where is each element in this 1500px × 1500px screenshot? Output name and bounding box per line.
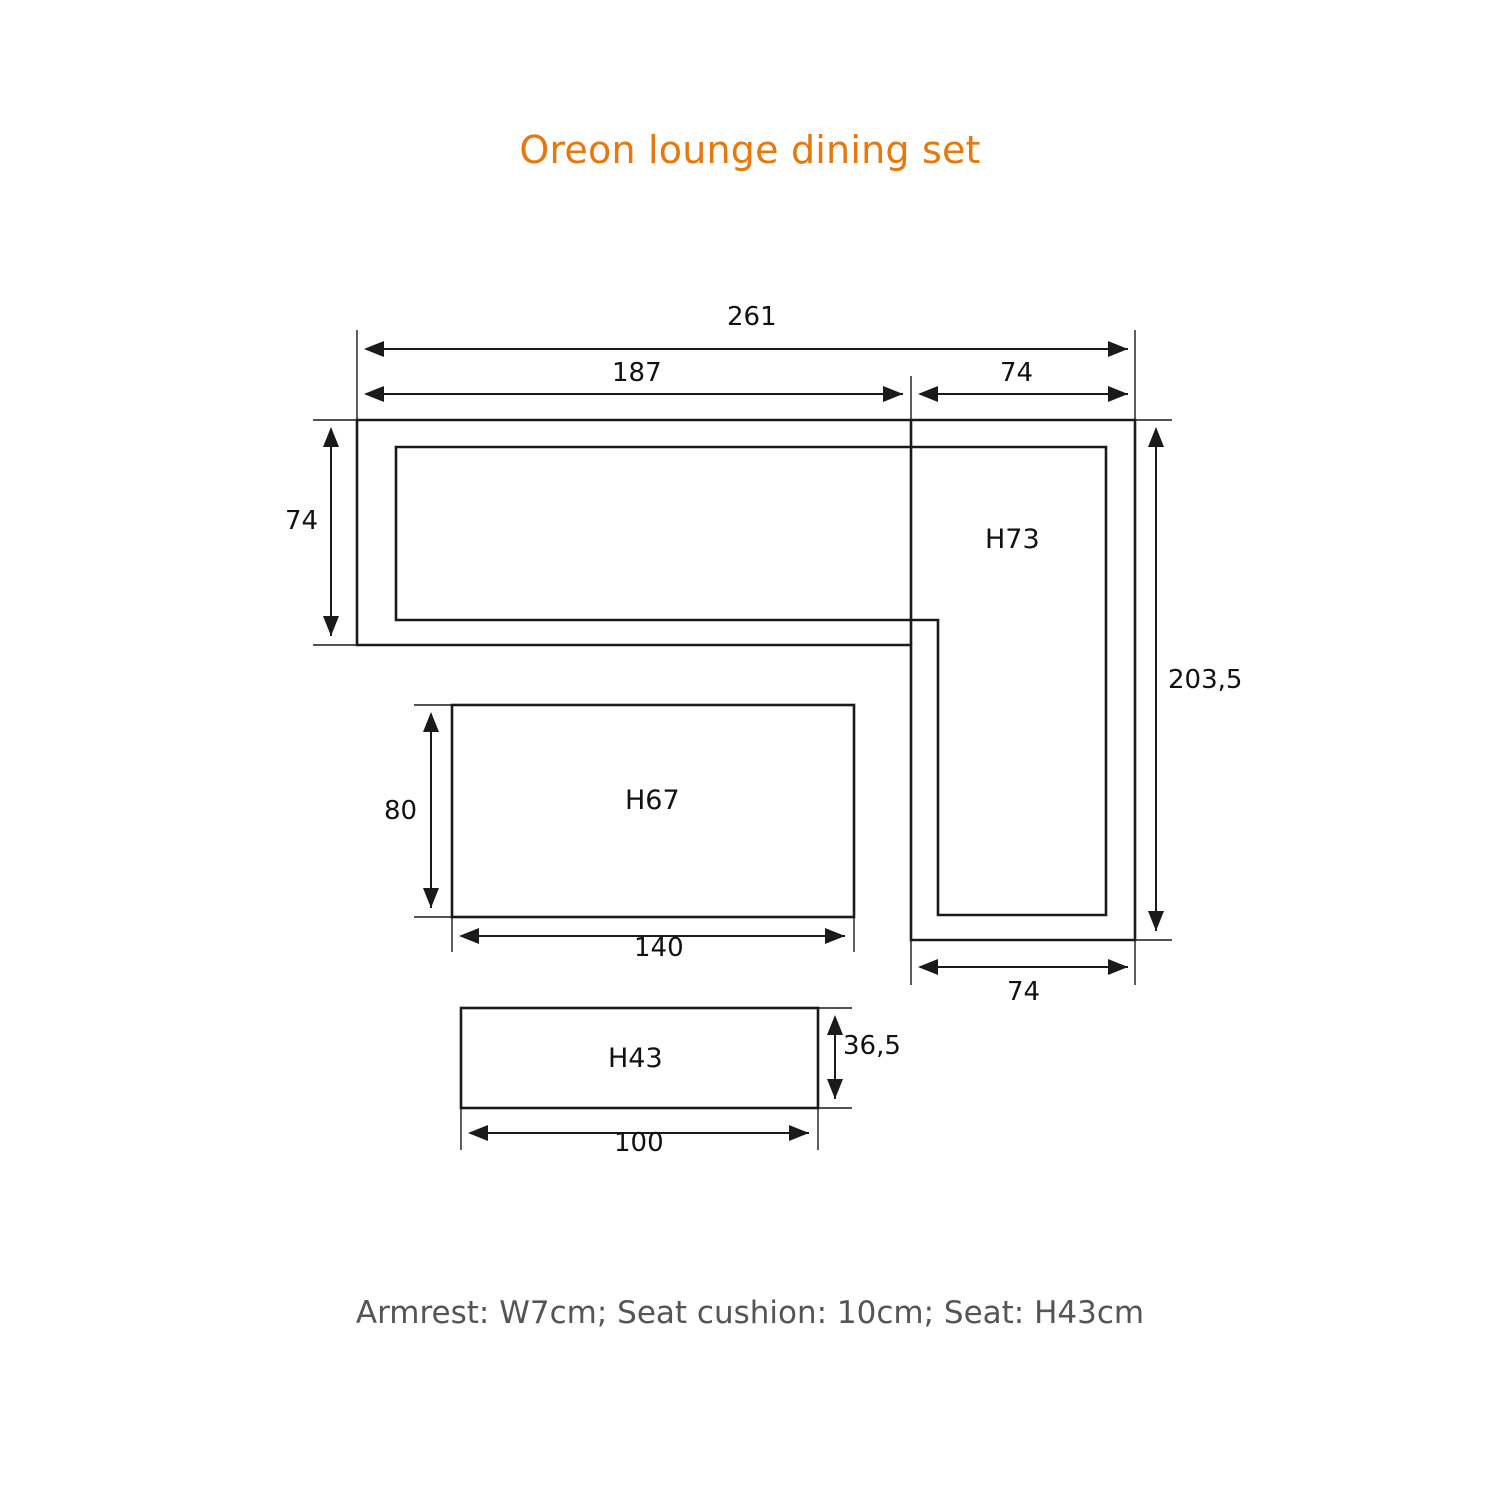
dimension-label-right-total-height: 203,5 [1168, 665, 1243, 695]
dimension-label-table-height: 80 [384, 796, 418, 826]
dimension-label-top-left-segment: 187 [612, 358, 662, 388]
dimension-label-top-total: 261 [727, 302, 777, 332]
dimension-label-table-width: 140 [634, 933, 684, 963]
footnote-text: Armrest: W7cm; Seat cushion: 10cm; Seat: H43cm [355, 1295, 1145, 1331]
stool-height-label: H43 [608, 1043, 663, 1074]
corner-sofa-shape [357, 420, 1135, 940]
dimension-lines [313, 330, 1172, 1150]
dimension-label-top-right-segment: 74 [1000, 358, 1034, 388]
dimension-label-left-height: 74 [285, 506, 319, 536]
table-height-label: H67 [625, 785, 680, 816]
dimension-label-right-width: 74 [1007, 977, 1041, 1007]
dimension-label-stool-width: 100 [614, 1128, 664, 1158]
dimension-label-stool-height: 36,5 [843, 1031, 901, 1061]
corner-sofa-height-label: H73 [985, 524, 1040, 555]
page-title: Oreon lounge dining set [519, 128, 981, 172]
